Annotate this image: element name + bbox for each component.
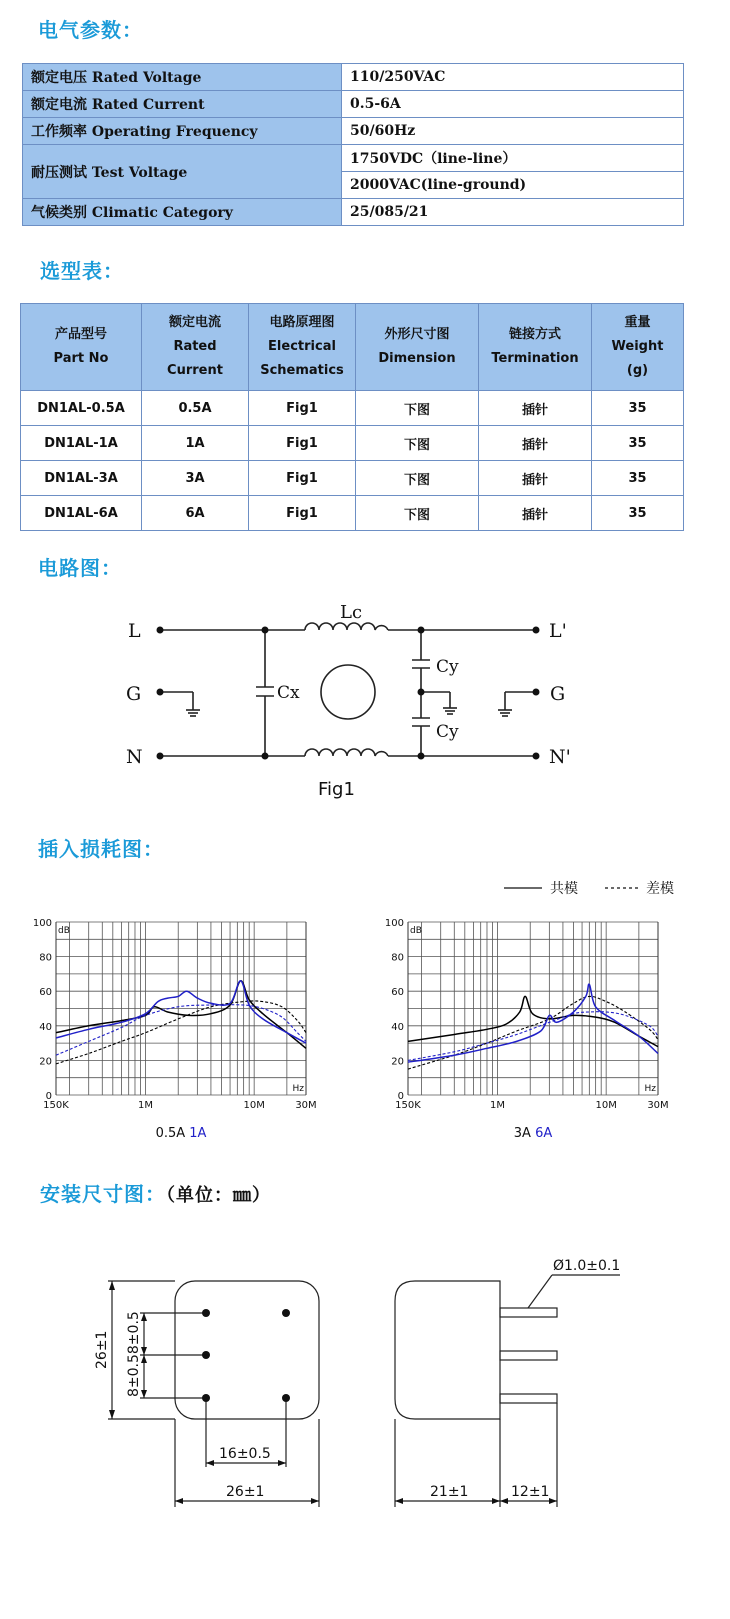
terminal-L: L (128, 620, 141, 642)
pin-middle (500, 1351, 557, 1360)
param-value: 25/085/21 (342, 199, 684, 226)
series-line (408, 984, 658, 1062)
section-title-mounting (40, 1178, 271, 1207)
x-tick-label: 150K (43, 1100, 69, 1111)
table-row (23, 118, 684, 145)
cell-weight: 35 (592, 461, 684, 496)
dim-pin-diameter: Ø1.0±0.1 (553, 1258, 621, 1274)
dim-pin-length: 12±1 (511, 1484, 550, 1500)
insertion-loss-chart-left (20, 908, 320, 1148)
cell-current: 6A (142, 496, 249, 531)
section-title-selection: 选型表： (40, 259, 124, 283)
y-tick-label: 0 (45, 1091, 52, 1102)
y-tick-label: 60 (39, 987, 52, 999)
cell-schematic: Fig1 (249, 461, 356, 496)
cell-weight: 35 (592, 496, 684, 531)
y-tick-label: 80 (391, 952, 404, 964)
table-row (23, 199, 684, 226)
section-title-electrical: 电气参数： (38, 18, 143, 42)
y-axis-label: dB (58, 926, 70, 936)
insertion-loss-chart-right (372, 908, 672, 1148)
dim-pitch: 8±0.58±0.5 (126, 1311, 142, 1397)
cy1-label: Cy (436, 657, 459, 677)
header-weight: 重量 Weight (g) (592, 304, 684, 391)
section-title-insertion-loss: 插入损耗图： (38, 837, 164, 861)
cell-dimension: 下图 (356, 461, 479, 496)
cell-part-no: DN1AL-0.5A (21, 391, 142, 426)
mounting-title: 安装尺寸图： (40, 1182, 166, 1206)
header-schematics: 电路原理图 Electrical Schematics (249, 304, 356, 391)
cell-part-no: DN1AL-1A (21, 426, 142, 461)
cell-schematic: Fig1 (249, 426, 356, 461)
y-tick-label: 0 (397, 1091, 404, 1102)
cell-termination: 插针 (479, 426, 592, 461)
dim-pin-spacing: 16±0.5 (219, 1446, 271, 1462)
cell-schematic: Fig1 (249, 496, 356, 531)
circuit-diagram (0, 590, 730, 810)
pin-bottom (500, 1394, 557, 1403)
header-termination: 链接方式 Termination (479, 304, 592, 391)
dim-depth: 21±1 (430, 1484, 469, 1500)
terminal-G-right: G (550, 683, 566, 705)
cell-weight: 35 (592, 426, 684, 461)
x-axis-label: Hz (292, 1084, 304, 1094)
y-tick-label: 80 (39, 952, 52, 964)
x-tick-label: 30M (295, 1100, 317, 1111)
section-title-circuit: 电路图： (38, 556, 122, 580)
cell-dimension: 下图 (356, 391, 479, 426)
param-label: 额定电压 Rated Voltage (23, 64, 342, 91)
terminal-G-left: G (126, 683, 142, 705)
table-row (21, 426, 684, 461)
header-part-no: 产品型号 Part No (21, 304, 142, 391)
inductor-label: Lc (340, 602, 363, 623)
cell-termination: 插针 (479, 461, 592, 496)
param-value: 110/250VAC (342, 64, 684, 91)
cx-label: Cx (277, 683, 300, 703)
chart-caption: 0.5A 1A (155, 1126, 207, 1141)
cell-weight: 35 (592, 391, 684, 426)
table-row (21, 461, 684, 496)
param-label: 耐压测试 Test Voltage (23, 145, 342, 199)
terminal-N: N (126, 746, 143, 768)
legend-common-mode: 共模 (550, 881, 578, 897)
param-label: 工作频率 Operating Frequency (23, 118, 342, 145)
fig-caption: Fig1 (318, 779, 355, 800)
table-row (23, 64, 684, 91)
y-tick-label: 60 (391, 987, 404, 999)
param-value: 2000VAC(line-ground) (342, 172, 684, 199)
legend-diff-mode: 差模 (646, 881, 674, 897)
series-line (408, 996, 658, 1046)
selection-table (20, 303, 684, 531)
cell-termination: 插针 (479, 391, 592, 426)
cell-part-no: DN1AL-3A (21, 461, 142, 496)
cell-current: 3A (142, 461, 249, 496)
cy2-label: Cy (436, 722, 459, 742)
series-line (408, 996, 658, 1069)
cell-current: 1A (142, 426, 249, 461)
table-row (23, 145, 684, 172)
dim-width: 26±1 (226, 1484, 265, 1500)
y-tick-label: 40 (391, 1021, 404, 1033)
cell-dimension: 下图 (356, 496, 479, 531)
y-tick-label: 100 (32, 918, 52, 929)
x-axis-label: Hz (644, 1084, 656, 1094)
param-value: 0.5-6A (342, 91, 684, 118)
series-line (56, 1005, 306, 1055)
param-value: 50/60Hz (342, 118, 684, 145)
x-tick-label: 1M (490, 1100, 506, 1111)
header-current: 额定电流 Rated Current (142, 304, 249, 391)
header-dimension: 外形尺寸图 Dimension (356, 304, 479, 391)
y-tick-label: 40 (39, 1021, 52, 1033)
x-tick-label: 150K (395, 1100, 421, 1111)
table-row (21, 496, 684, 531)
chart-legend (500, 876, 690, 900)
table-header-row (21, 304, 684, 391)
cell-schematic: Fig1 (249, 391, 356, 426)
y-tick-label: 20 (39, 1056, 52, 1068)
y-tick-label: 20 (391, 1056, 404, 1068)
y-tick-label: 100 (384, 918, 404, 929)
x-tick-label: 30M (647, 1100, 669, 1111)
dim-height: 26±1 (94, 1330, 110, 1369)
param-label: 气候类别 Climatic Category (23, 199, 342, 226)
side-view-body (395, 1281, 500, 1419)
terminal-L-prime: L' (549, 620, 567, 642)
param-label: 额定电流 Rated Current (23, 91, 342, 118)
cell-part-no: DN1AL-6A (21, 496, 142, 531)
y-axis-label: dB (410, 926, 422, 936)
cell-termination: 插针 (479, 496, 592, 531)
dimension-drawing (0, 1245, 730, 1515)
pin-top (500, 1308, 557, 1317)
x-tick-label: 10M (595, 1100, 617, 1111)
series-line (56, 981, 306, 1043)
x-tick-label: 10M (243, 1100, 265, 1111)
cell-current: 0.5A (142, 391, 249, 426)
terminal-N-prime: N' (549, 746, 571, 768)
table-row (21, 391, 684, 426)
cell-dimension: 下图 (356, 426, 479, 461)
chart-caption: 3A 6A (513, 1126, 553, 1141)
mounting-unit: （单位：㎜） (166, 1185, 271, 1206)
param-value: 1750VDC（line-line） (342, 145, 684, 172)
electrical-params-table (22, 63, 684, 226)
table-row (23, 91, 684, 118)
x-tick-label: 1M (138, 1100, 154, 1111)
